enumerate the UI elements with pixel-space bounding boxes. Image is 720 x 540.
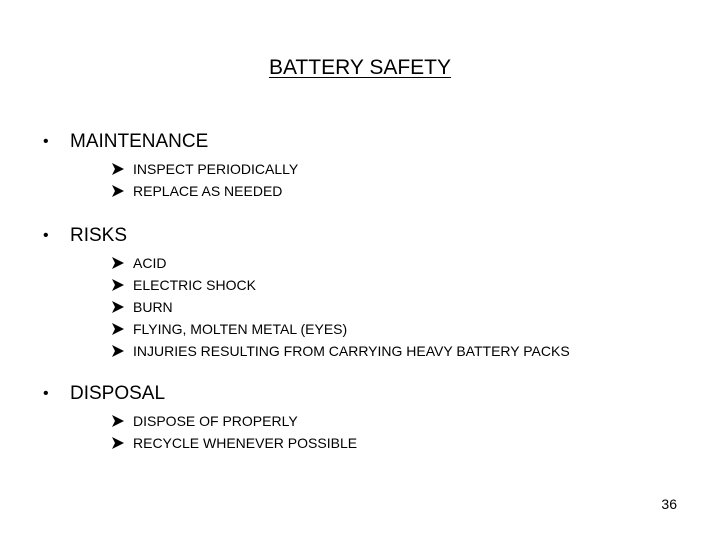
list-item (0, 340, 720, 362)
bullet-row (0, 128, 720, 156)
arrow-bullet-icon (112, 323, 124, 335)
list-item-text: DISPOSE OF PROPERLY (133, 413, 298, 429)
section-disposal (0, 380, 720, 454)
list-item (0, 274, 720, 296)
arrow-bullet-icon (112, 279, 124, 291)
arrow-bullet-icon (112, 415, 124, 427)
bullet-heading: DISPOSAL (70, 383, 166, 404)
slide-title (0, 54, 720, 82)
sub-list (0, 158, 720, 202)
list-item-text: INJURIES RESULTING FROM CARRYING HEAVY BATTERY PACKS (133, 343, 570, 359)
list-item-text: FLYING, MOLTEN METAL (EYES) (133, 321, 348, 337)
list-item (0, 180, 720, 202)
bullet-icon: • (43, 133, 49, 150)
list-item-text: BURN (133, 299, 173, 315)
list-item-text: INSPECT PERIODICALLY (133, 161, 299, 177)
list-item (0, 432, 720, 454)
list-item-text: ACID (133, 255, 167, 271)
list-item-text: ELECTRIC SHOCK (133, 277, 256, 293)
bullet-icon: • (43, 227, 49, 244)
list-item (0, 252, 720, 274)
list-item (0, 296, 720, 318)
bullet-icon: • (43, 385, 49, 402)
arrow-bullet-icon (112, 257, 124, 269)
page-number: 36 (661, 496, 677, 512)
list-item (0, 158, 720, 180)
arrow-bullet-icon (112, 185, 124, 197)
list-item-text: REPLACE AS NEEDED (133, 183, 283, 199)
arrow-bullet-icon (112, 345, 124, 357)
bullet-row (0, 380, 720, 408)
section-maintenance (0, 128, 720, 202)
list-item (0, 318, 720, 340)
section-risks (0, 222, 720, 362)
bullet-heading: MAINTENANCE (70, 131, 209, 152)
sub-list (0, 252, 720, 362)
arrow-bullet-icon (112, 301, 124, 313)
arrow-bullet-icon (112, 163, 124, 175)
list-item-text: RECYCLE WHENEVER POSSIBLE (133, 435, 358, 451)
arrow-bullet-icon (112, 437, 124, 449)
bullet-row (0, 222, 720, 250)
list-item (0, 410, 720, 432)
bullet-heading: RISKS (70, 225, 128, 246)
slide-title-text: BATTERY SAFETY (268, 56, 452, 79)
sub-list (0, 410, 720, 454)
